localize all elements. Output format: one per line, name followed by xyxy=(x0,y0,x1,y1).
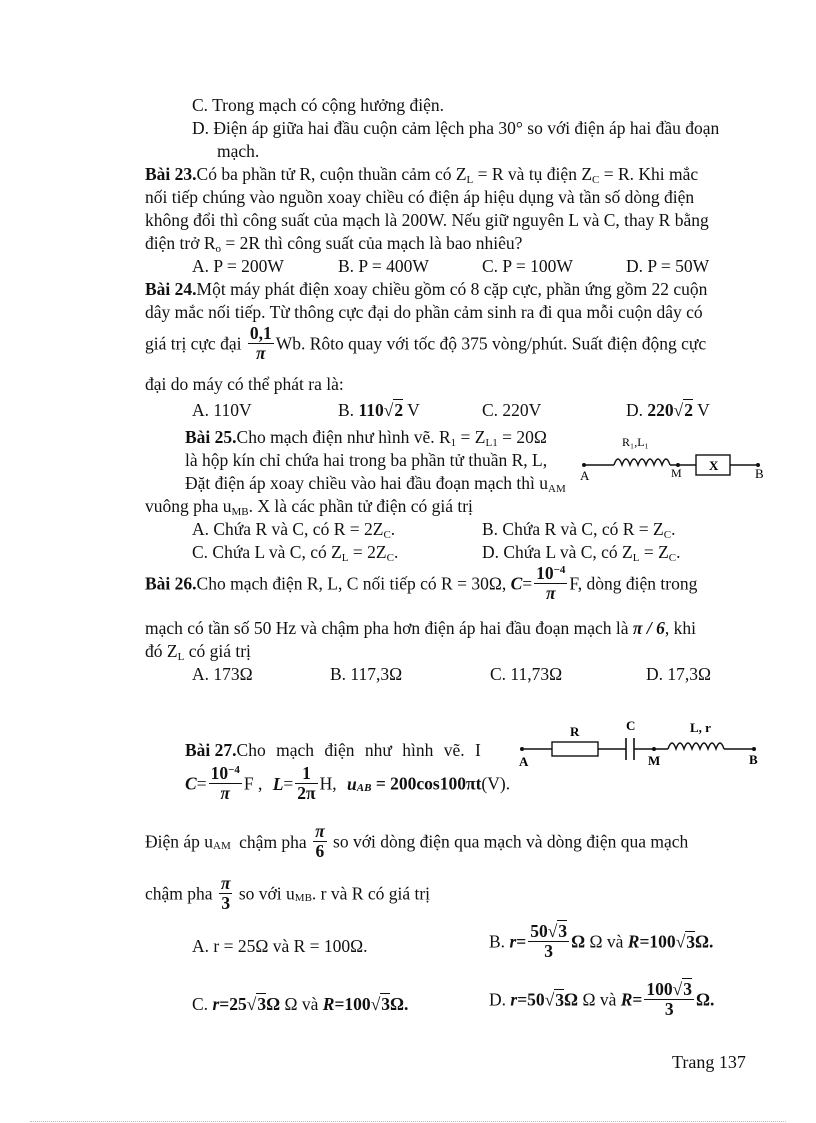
b23-line3: không đổi thì công suất của mạch là 200W. Nếu giữ nguyên L và C, thay R bằng xyxy=(145,210,709,230)
frac-exp: −4 xyxy=(553,564,566,576)
label-r: R xyxy=(570,724,580,739)
b23-option-d: D. P = 50W xyxy=(626,256,710,276)
b27-text: chậm pha xyxy=(239,831,307,852)
opt-value: =50 xyxy=(517,989,545,1010)
b25-text: = Z xyxy=(456,427,486,447)
sqrt-arg: 3 xyxy=(257,994,267,1014)
math-var: L xyxy=(272,773,284,794)
sub: C xyxy=(386,552,394,564)
b23-line1 xyxy=(145,164,756,184)
sub: MB xyxy=(294,891,312,904)
frac-den: 2π xyxy=(297,783,316,804)
math-var: R xyxy=(627,931,640,952)
label-b: B xyxy=(749,752,758,767)
frac-num: 1 xyxy=(295,764,317,784)
b24-line4: đại do máy có thể phát ra là: xyxy=(145,374,344,394)
b27-text: so với dòng điện qua mạch và dòng điện qua mạch xyxy=(333,831,689,852)
b27-phase1 xyxy=(313,822,327,862)
b26-text: F, dòng điện trong xyxy=(569,573,698,594)
b27-label: Bài 27. xyxy=(185,740,237,760)
b27-phase2 xyxy=(219,874,233,914)
opt-value: =25 xyxy=(219,994,247,1014)
opt-text: Ω và xyxy=(582,989,617,1010)
sub: AM xyxy=(213,839,231,852)
b26-line1 xyxy=(145,564,697,604)
b26-text: đó Z xyxy=(145,641,178,661)
label-m: M xyxy=(648,753,661,768)
b25-text: Cho mạch điện như hình vẽ. R xyxy=(236,427,451,447)
inductor-coil-icon xyxy=(614,459,670,465)
b24-option-c: C. 220V xyxy=(482,400,542,420)
label-a: A xyxy=(519,754,529,769)
b23-line2: nối tiếp chúng vào nguồn xoay chiều có điện áp hiệu dụng và tần số dòng điện xyxy=(145,187,695,207)
frac-den: π xyxy=(220,783,230,804)
b25-label: Bài 25. xyxy=(185,427,237,447)
b24-option-b: B. 110√2 V xyxy=(338,400,420,420)
b25-option-d xyxy=(482,542,681,562)
opt-text: Ω. xyxy=(390,994,409,1014)
b24-text: giá trị cực đại xyxy=(145,333,242,354)
opt-text: C. Chứa L và C, có Z xyxy=(192,542,342,562)
b27-circuit-diagram xyxy=(518,716,768,772)
node-m xyxy=(652,747,656,751)
node-a xyxy=(520,747,524,751)
b26-fraction xyxy=(534,564,567,604)
b27-b-fraction: $\frac{50√3}{3}$ xyxy=(530,921,568,962)
frac-num: 100 xyxy=(646,979,673,999)
footer-divider xyxy=(30,1121,786,1122)
b23-text: = R và tụ điện Z xyxy=(473,164,593,184)
label-m: M xyxy=(671,466,682,480)
b27-text: chậm pha xyxy=(145,883,213,904)
sqrt-arg: 3 xyxy=(683,979,692,999)
sqrt-arg: 2 xyxy=(684,400,693,420)
opt-text: . xyxy=(390,519,396,539)
opt-letter: D. xyxy=(626,400,644,420)
b27-text: Cho mạch điện như hình vẽ. I xyxy=(236,740,481,760)
b25-text: = 20Ω xyxy=(497,427,547,447)
b25-line3 xyxy=(185,473,566,493)
label-x: X xyxy=(709,458,719,473)
opt-value: 220 xyxy=(647,400,674,420)
inductor-coil-icon xyxy=(668,743,724,749)
sub: C xyxy=(668,552,677,564)
b23-label: Bài 23. xyxy=(145,164,197,184)
b24-fraction xyxy=(248,324,274,364)
label-r1l1: R₁,L₁ xyxy=(622,435,649,449)
b24-text: Một máy phát điện xoay chiều gồm có 8 cặp cực, phần ứng gồm 22 cuộn xyxy=(196,279,708,299)
b27-line4 xyxy=(145,874,430,914)
frac-den: 3 xyxy=(221,893,231,914)
sub: 1 xyxy=(450,437,457,449)
sub: AM xyxy=(548,483,566,495)
opt-letter: B. xyxy=(489,931,506,952)
frac-den: 6 xyxy=(315,841,325,862)
frac-num: π xyxy=(220,873,231,893)
label-c: C xyxy=(626,718,636,733)
b25-text: . X là các phần tử điện có giá trị xyxy=(248,496,473,516)
b23-line4 xyxy=(145,233,522,253)
opt-unit: V xyxy=(407,400,420,420)
math-expr: = 200cos100πt xyxy=(371,773,482,794)
b26-option-a: A. 173Ω xyxy=(192,664,253,684)
math-var: r xyxy=(212,994,220,1014)
sqrt-arg: 2 xyxy=(394,400,404,420)
opt-text: . xyxy=(676,542,681,562)
b27-line3 xyxy=(145,822,756,862)
opt-text: B. Chứa R và C, có R = Z xyxy=(482,519,664,539)
opt-letter: C. xyxy=(192,994,209,1014)
b27-text: Điện áp u xyxy=(145,831,214,852)
opt-text: A. Chứa R và C, có R = 2Z xyxy=(192,519,384,539)
sub: L xyxy=(466,174,474,186)
b27-text: . r và R có giá trị xyxy=(311,883,431,904)
frac-num: 10 xyxy=(210,763,229,783)
sqrt-arg: 3 xyxy=(555,989,565,1010)
sqrt-arg: 3 xyxy=(686,931,696,952)
b25-text: vuông pha u xyxy=(145,496,232,516)
sub: AB xyxy=(356,781,372,794)
b26-label: Bài 26. xyxy=(145,573,197,594)
b27-ind-fraction xyxy=(295,764,317,804)
unit: (V). xyxy=(481,773,511,794)
b22-option-d: D. Điện áp giữa hai đầu cuộn cảm lệch pha 30° so với điện áp hai đầu đoạn xyxy=(192,118,720,138)
opt-text: . xyxy=(671,519,676,539)
node-b xyxy=(752,747,756,751)
opt-text: Ω và xyxy=(284,994,319,1014)
math-phase: π / 6 xyxy=(632,618,665,638)
opt-letter: B. xyxy=(338,400,355,420)
b23-text: điện trở R xyxy=(145,233,216,253)
b24-option-d: D. 220√2 V xyxy=(626,400,710,420)
opt-text: D. Chứa L và C, có Z xyxy=(482,542,633,562)
opt-text: = Z xyxy=(639,542,669,562)
unit: H, xyxy=(319,773,337,794)
sub: MB xyxy=(231,506,249,518)
b23-text: = 2R thì công suất của mạch là bao nhiêu? xyxy=(221,233,523,253)
opt-text: = 2Z xyxy=(348,542,387,562)
opt-unit: V xyxy=(697,400,710,420)
label-b: B xyxy=(755,466,764,481)
math-var: R xyxy=(322,994,335,1014)
node-a xyxy=(582,463,586,467)
sub: C xyxy=(592,174,600,186)
b24-text: Wb. Rôto quay với tốc độ 375 vòng/phút. Suất điện động cực xyxy=(275,333,707,354)
sub: C xyxy=(663,529,672,541)
b26-text: mạch có tần số 50 Hz và chậm pha hơn điện áp hai đầu đoạn mạch là xyxy=(145,618,629,638)
b25-text: Đặt điện áp xoay chiều vào hai đầu đoạn mạch thì u xyxy=(185,473,549,493)
b25-line4 xyxy=(145,496,473,516)
math-var: u xyxy=(347,773,357,794)
unit: F , xyxy=(243,773,263,794)
b25-circuit-diagram xyxy=(578,428,768,484)
b27-d-fraction: $\frac{100√3}{3}$ xyxy=(646,979,692,1020)
b24-line2: dây mắc nối tiếp. Từ thông cực đại do phần cảm sinh ra đi qua mỗi cuộn dây có xyxy=(145,302,703,322)
frac-num: 10 xyxy=(536,563,554,583)
b22-option-d-cont: mạch. xyxy=(217,141,260,161)
b27-option-b: B. r= $\frac{50√3}{3}$ Ω Ω và R=100√3Ω. xyxy=(489,921,714,962)
b26-text: Cho mạch điện R, L, C nối tiếp có R = 30Ω, xyxy=(196,573,507,594)
page-number: Trang 137 xyxy=(672,1052,746,1072)
math-var: r xyxy=(509,931,517,952)
b24-option-a: A. 110V xyxy=(192,400,252,420)
b23-option-c: C. P = 100W xyxy=(482,256,573,276)
frac-den: π xyxy=(546,583,556,604)
math-var: r xyxy=(510,989,518,1010)
frac-exp: −4 xyxy=(228,764,240,776)
b24-label: Bài 24. xyxy=(145,279,197,299)
b22-option-c: C. Trong mạch có cộng hưởng điện. xyxy=(192,95,445,115)
b27-option-a: A. r = 25Ω và R = 100Ω. xyxy=(192,936,368,956)
sub: L xyxy=(632,552,640,564)
opt-value: =100 xyxy=(334,994,371,1014)
math-var: R xyxy=(620,989,633,1010)
sub: C xyxy=(383,529,391,541)
math-var: C xyxy=(510,573,523,594)
frac-den: 3 xyxy=(664,999,674,1020)
b27-cap-fraction xyxy=(209,764,242,804)
b26-option-d: D. 17,3Ω xyxy=(646,664,712,684)
b26-text: , khi xyxy=(664,618,696,638)
frac-den: 3 xyxy=(544,941,554,962)
b25-line2: là hộp kín chỉ chứa hai trong ba phần tử thuần R, L, xyxy=(185,450,548,470)
opt-text: Ω. xyxy=(695,931,714,952)
b27-option-c: C. r=25√3Ω Ω và R=100√3Ω. xyxy=(192,994,409,1014)
b26-line2 xyxy=(145,618,696,638)
opt-text: Ω. xyxy=(696,989,715,1010)
b24-line3 xyxy=(145,324,706,364)
b26-option-b: B. 117,3Ω xyxy=(330,664,403,684)
opt-letter: D. xyxy=(489,989,507,1010)
sub: L xyxy=(177,651,185,663)
b25-option-b xyxy=(482,519,675,539)
resistor-icon xyxy=(552,742,598,756)
math-var: C xyxy=(185,773,197,794)
opt-text: Ω và xyxy=(589,931,624,952)
b23-text: = R. Khi mắc xyxy=(599,164,699,184)
opt-value: =100 xyxy=(639,931,676,952)
b27-option-d: D. r=50√3Ω Ω và R= $\frac{100√3}{3}$ Ω. xyxy=(489,979,715,1020)
b27-line2: C= $\frac{10^{-4}}{\pi}$ F , L= $\frac{1}{2\pi}$ H, $u_{AB} = 200\cos 100\pi t(V)$. xyxy=(185,763,511,804)
frac-num: 50 xyxy=(530,921,548,941)
sub: o xyxy=(215,243,221,255)
sub: L xyxy=(341,552,349,564)
math-eq: = xyxy=(522,573,533,594)
b23-option-a: A. P = 200W xyxy=(192,256,284,276)
opt-text: . xyxy=(393,542,399,562)
b26-option-c: C. 11,73Ω xyxy=(490,664,563,684)
b23-option-b: B. P = 400W xyxy=(338,256,429,276)
opt-value: 110 xyxy=(358,400,384,420)
frac-den: π xyxy=(256,343,266,364)
label-a: A xyxy=(580,468,590,483)
sub: L1 xyxy=(485,437,498,449)
label-lr: L, r xyxy=(690,720,711,735)
b26-line3 xyxy=(145,641,251,661)
b23-text: Có ba phần tử R, cuộn thuần cảm có Z xyxy=(196,164,467,184)
b27-text: so với u xyxy=(238,883,295,904)
b27-line1 xyxy=(185,740,481,760)
b24-line1 xyxy=(145,279,707,299)
frac-num: 0,1 xyxy=(249,323,272,343)
frac-num: π xyxy=(315,821,325,841)
b25-option-a xyxy=(192,519,395,539)
sqrt-arg: 3 xyxy=(558,921,568,941)
sqrt-arg: 3 xyxy=(381,994,391,1014)
b26-text: có giá trị xyxy=(184,641,251,661)
b25-line1 xyxy=(185,427,547,447)
b25-option-c xyxy=(192,542,398,562)
